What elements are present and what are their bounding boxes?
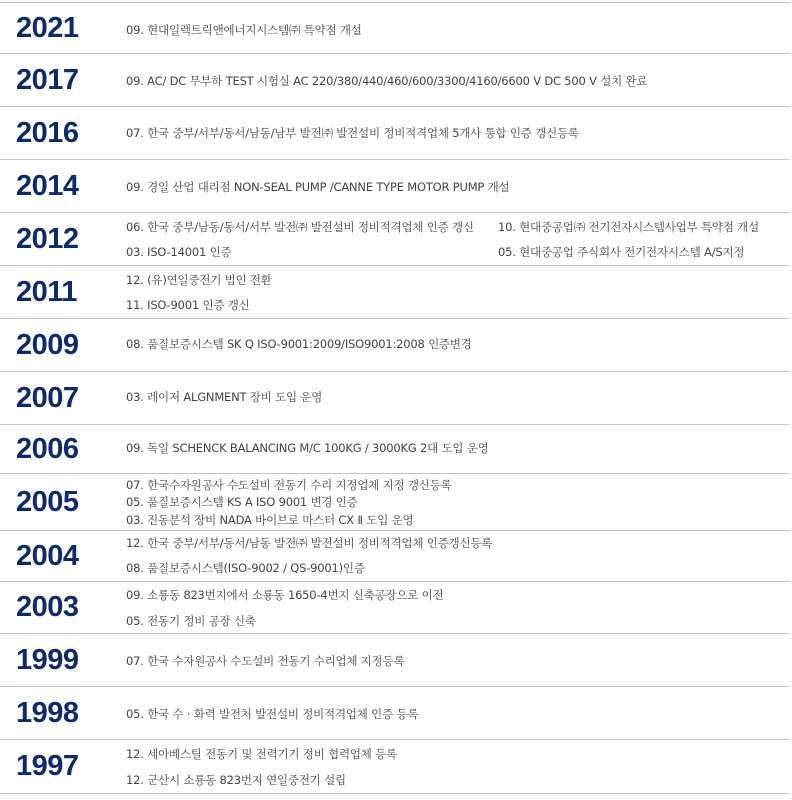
history-year: 1998 (16, 696, 79, 729)
history-events (126, 107, 782, 159)
history-row (0, 687, 790, 740)
history-event: 08. 품질보증시스템 SK Q ISO-9001:2009/ISO9001:2008 인증변경 (126, 337, 472, 351)
history-event: 07. 한국 수자원공사 수도설비 전동기 수리업체 지정등록 (126, 654, 405, 668)
history-row (0, 213, 790, 266)
history-event: 09. AC/ DC 무부하 TEST 시험실 AC 220/380/440/460/600/3300/4160/6600 V DC 500 V 설치 완료 (126, 74, 648, 88)
history-year: 1999 (16, 643, 79, 676)
history-event: 09. 독일 SCHENCK BALANCING M/C 100KG / 3000KG 2대 도입 운영 (126, 441, 489, 455)
history-row (0, 266, 790, 319)
history-event: 03. 진동분석 장비 NADA 바이브로 마스터 CX Ⅱ 도입 운영 (126, 513, 414, 527)
history-events (126, 425, 782, 473)
history-events (126, 3, 782, 53)
history-row (0, 740, 790, 794)
history-event: 09. 소룡동 823번지에서 소룡동 1650-4번지 신축공장으로 이전 (126, 588, 444, 602)
history-year: 2003 (16, 591, 79, 623)
history-year: 2012 (16, 222, 79, 255)
history-row (0, 474, 790, 531)
history-event: 03. ISO-14001 인증 (126, 245, 232, 259)
history-event: 09. 현대일렉트릭앤에너지시스템㈜ 특약점 개설 (126, 23, 362, 37)
history-year: 2014 (16, 169, 79, 202)
history-row (0, 54, 790, 107)
history-event: 10. 현대중공업㈜ 전기전자시스템사업부 특약점 개설 (498, 220, 759, 234)
history-year: 2009 (16, 328, 79, 361)
history-event: 12. 세아베스틸 전동기 및 전력기기 정비 협력업체 등록 (126, 747, 397, 761)
history-event: 11. ISO-9001 인증 갱신 (126, 298, 250, 312)
history-event: 09. 경일 산업 대리점 NON-SEAL PUMP /CANNE TYPE MOTOR PUMP 개설 (126, 180, 510, 194)
history-year: 1997 (16, 750, 79, 782)
history-row (0, 160, 790, 213)
history-year: 2016 (16, 116, 79, 149)
history-events (126, 372, 782, 424)
history-events (126, 531, 782, 581)
history-event: 06. 한국 중부/남동/동서/서부 발전㈜ 발전설비 정비적격업체 인증 갱신 (126, 220, 474, 234)
history-row (0, 2, 790, 54)
history-event: 12. (유)연일중전기 법인 전환 (126, 273, 272, 287)
history-row (0, 582, 790, 634)
history-events (126, 634, 782, 686)
history-events (126, 582, 782, 633)
history-year: 2021 (16, 11, 79, 44)
history-event: 08. 품질보증시스템(ISO-9002 / QS-9001)인증 (126, 561, 365, 575)
history-events (126, 213, 782, 265)
history-event: 12. 군산시 소룡동 823번지 연일중전기 설립 (126, 773, 346, 787)
history-events (126, 740, 782, 793)
history-events (126, 160, 782, 212)
history-event: 05. 전동기 정비 공장 신축 (126, 614, 256, 628)
history-row (0, 319, 790, 372)
history-row (0, 425, 790, 474)
history-row (0, 372, 790, 425)
history-event: 07. 한국 중부/서부/동서/남동/남부 발전㈜ 발전설비 정비적격업체 5개사 통합 인증 갱신등록 (126, 126, 579, 140)
history-year: 2006 (16, 432, 79, 465)
history-event: 03. 레이저 ALGNMENT 장비 도입 운영 (126, 390, 323, 404)
history-events (126, 687, 782, 739)
history-event: 05. 품질보증시스템 KS A ISO 9001 변경 인증 (126, 495, 358, 509)
history-row (0, 531, 790, 582)
history-year: 2017 (16, 63, 79, 96)
history-events (126, 319, 782, 371)
history-event: 05. 현대중공업 주식회사 전기전자시스템 A/S지정 (498, 245, 745, 259)
history-event: 07. 한국수자원공사 수도설비 전동기 수리 지정업체 지정 갱신등록 (126, 478, 452, 492)
history-year: 2005 (16, 485, 79, 518)
history-events (126, 474, 782, 530)
history-row (0, 634, 790, 687)
history-events (126, 54, 782, 106)
history-year: 2004 (16, 539, 79, 572)
history-row (0, 107, 790, 160)
history-event: 05. 한국 수 · 화력 발전처 발전설비 정비적격업체 인증 등록 (126, 707, 419, 721)
history-year: 2011 (16, 275, 77, 308)
history-event: 12. 한국 중부/서부/동서/남동 발전㈜ 발전설비 정비적격업체 인증갱신등록 (126, 536, 493, 550)
history-year: 2007 (16, 381, 79, 414)
history-events (126, 266, 782, 318)
